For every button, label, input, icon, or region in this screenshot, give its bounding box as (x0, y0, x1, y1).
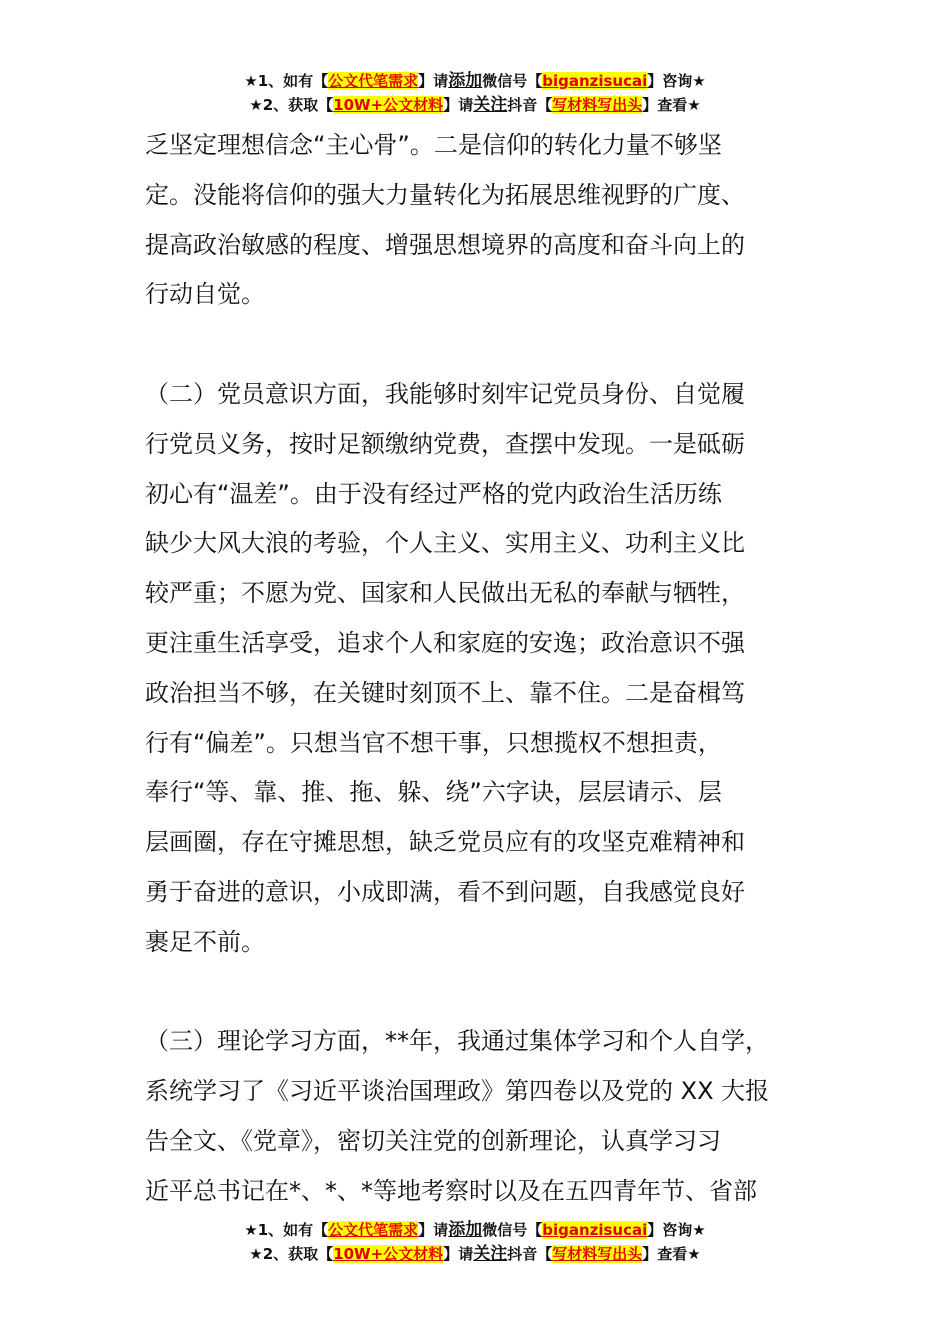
banner-underline: 关注 (473, 95, 508, 115)
banner-text: 微信号【 (482, 1221, 543, 1239)
text-line: 层画圈，存在守摊思想，缺乏党员应有的攻坚克难精神和 (145, 828, 745, 857)
text-line: 勇于奋进的意识，小成即满，看不到问题，自我感觉良好 (145, 878, 745, 906)
text-line: 初心有“温差”。由于没有经过严格的党内政治生活历练 (145, 479, 722, 508)
banner-line-2 (0, 1242, 950, 1266)
banner-underline: 添加 (448, 1220, 483, 1240)
banner-text: ★2、获取【 (249, 96, 334, 114)
banner-text: ★2、获取【 (249, 1245, 334, 1263)
banner-text: 】查看★ (642, 1245, 701, 1263)
text-line: 缺少大风大浪的考验，个人主义、实用主义、功利主义比 (145, 529, 745, 558)
text-line: 裹足不前。 (145, 927, 265, 956)
banner-text: 】请 (443, 1245, 474, 1263)
banner-text: 】请 (443, 96, 474, 114)
text-line: 行有“偏差”。只想当官不想干事，只想揽权不想担责， (145, 728, 722, 757)
banner-highlight: 写材料写出头 (552, 96, 643, 114)
text-line: 政治担当不够，在关键时刻顶不上、靠不住。二是奋楫笃 (145, 678, 745, 707)
text-line: （三）理论学习方面，**年，我通过集体学习和个人自学， (145, 1027, 769, 1056)
banner-highlight: 10W+公文材料 (333, 96, 444, 114)
banner-underline: 添加 (448, 71, 483, 91)
banner-text: 】咨询★ (647, 72, 706, 90)
text-line: 较严重；不愿为党、国家和人民做出无私的奉献与牺牲， (145, 579, 745, 608)
text-line: 提高政治敏感的程度、增强思想境界的高度和奋斗向上的 (145, 230, 745, 259)
banner-highlight: biganzisucai (542, 1221, 648, 1239)
text-line: 奉行“等、靠、推、拖、躲、绕”六字诀，层层请示、层 (145, 778, 722, 807)
banner-highlight: 写材料写出头 (552, 1245, 643, 1263)
banner-text: ★1、如有【 (244, 72, 329, 90)
text-line: 行动自觉。 (145, 280, 265, 309)
banner-text: 】请 (418, 72, 449, 90)
text-line: 乏坚定理想信念“主心骨”。二是信仰的转化力量不够坚 (145, 131, 722, 159)
banner-line-1 (0, 69, 950, 93)
text-line: 告全文、《党章》，密切关注党的创新理论，认真学习习 (145, 1127, 721, 1155)
banner-text: 】咨询★ (647, 1221, 706, 1239)
banner-highlight: 公文代笔需求 (328, 1221, 419, 1239)
text-line: 行党员义务，按时足额缴纳党费，查摆中发现。一是砥砺 (145, 429, 745, 458)
banner-highlight: 10W+公文材料 (333, 1245, 444, 1263)
banner-highlight: biganzisucai (542, 72, 648, 90)
banner-underline: 关注 (473, 1244, 508, 1264)
banner-text: 】查看★ (642, 96, 701, 114)
text-line: 近平总书记在*、*、*等地考察时以及在五四青年节、省部 (145, 1176, 757, 1205)
text-line: （二）党员意识方面，我能够时刻牢记党员身份、自觉履 (145, 380, 745, 408)
banner-text: 抖音【 (507, 96, 553, 114)
banner-text: 微信号【 (482, 72, 543, 90)
banner-text: 抖音【 (507, 1245, 553, 1263)
banner-text: 】请 (418, 1221, 449, 1239)
banner-line-1 (0, 1218, 950, 1242)
text-line: 系统学习了《习近平谈治国理政》第四卷以及党的 XX 大报 (145, 1077, 770, 1106)
banner-line-2 (0, 93, 950, 117)
banner-highlight: 公文代笔需求 (328, 72, 419, 90)
text-line: 更注重生活享受，追求个人和家庭的安逸；政治意识不强 (145, 629, 745, 657)
text-line: 定。没能将信仰的强大力量转化为拓展思维视野的广度、 (145, 180, 745, 209)
banner-text: ★1、如有【 (244, 1221, 329, 1239)
